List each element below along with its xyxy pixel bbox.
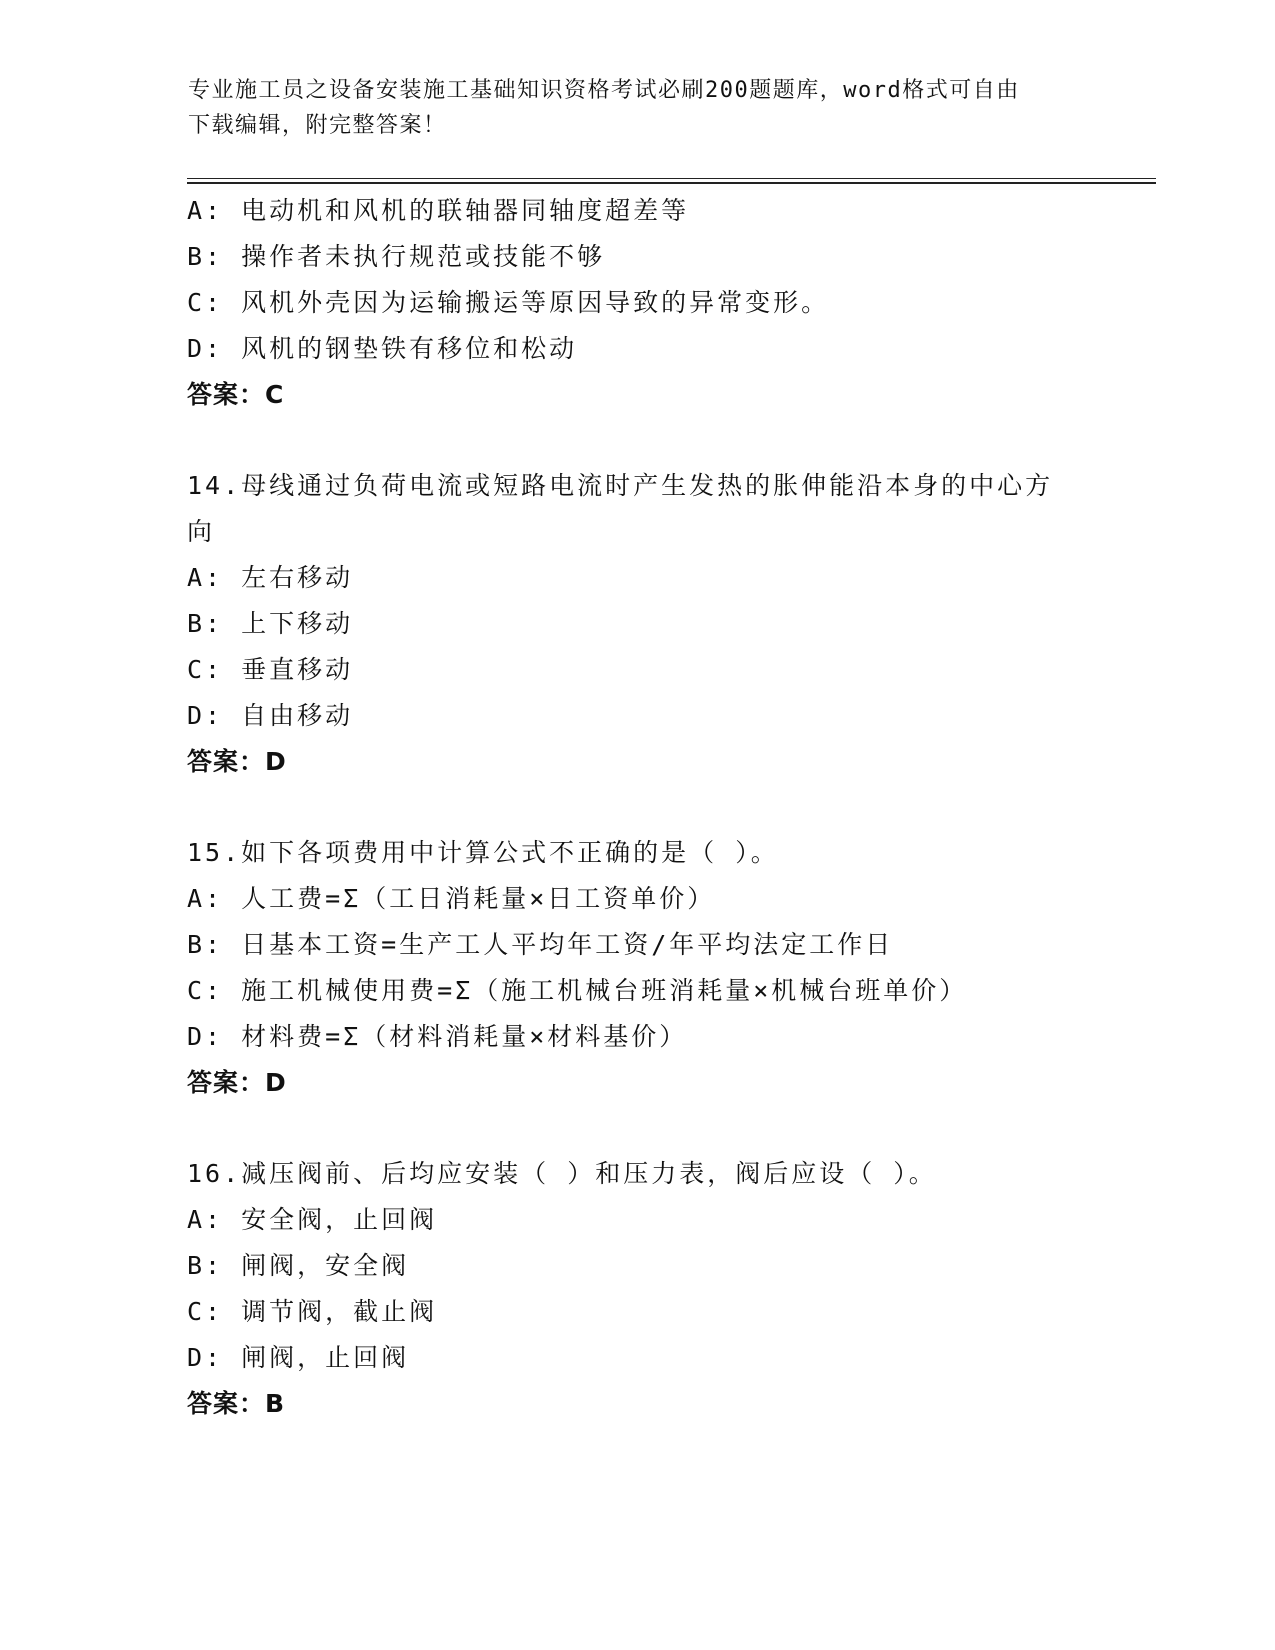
option-d: D: 自由移动 <box>187 701 354 730</box>
answer: 答案：B <box>187 1389 286 1418</box>
question-stem: 15.如下各项费用中计算公式不正确的是（ ）。 <box>187 838 779 867</box>
option-c: C: 风机外壳因为运输搬运等原因导致的异常变形。 <box>187 288 830 317</box>
option-d: D: 材料费=Σ（材料消耗量×材料基价） <box>187 1022 688 1051</box>
document-header <box>188 73 1068 143</box>
question-stem: 16.减压阀前、后均应安装（ ）和压力表，阀后应设（ ）。 <box>187 1159 937 1188</box>
header-line-2: 下载编辑，附完整答案！ <box>188 113 447 138</box>
option-a: A: 安全阀，止回阀 <box>187 1205 438 1234</box>
question-13 <box>187 188 1087 418</box>
option-c: C: 施工机械使用费=Σ（施工机械台班消耗量×机械台班单价） <box>187 976 968 1005</box>
option-c: C: 调节阀，截止阀 <box>187 1297 438 1326</box>
option-d: D: 风机的钢垫铁有移位和松动 <box>187 334 578 363</box>
option-b: B: 日基本工资=生产工人平均年工资/年平均法定工作日 <box>187 930 894 959</box>
option-c: C: 垂直移动 <box>187 655 354 684</box>
option-b: B: 闸阀，安全阀 <box>187 1251 410 1280</box>
answer: 答案：D <box>187 747 287 776</box>
header-divider-thin <box>187 178 1156 179</box>
option-d: D: 闸阀，止回阀 <box>187 1343 410 1372</box>
question-15 <box>187 830 1087 1106</box>
question-spacer <box>187 418 1087 463</box>
question-14 <box>187 463 1087 785</box>
answer: 答案：D <box>187 1068 287 1097</box>
option-b: B: 上下移动 <box>187 609 354 638</box>
question-stem: 14.母线通过负荷电流或短路电流时产生发热的胀伸能沿本身的中心方 <box>187 471 1054 500</box>
option-a: A: 左右移动 <box>187 563 354 592</box>
option-a: A: 人工费=Σ（工日消耗量×日工资单价） <box>187 884 716 913</box>
header-divider-thick <box>187 182 1156 184</box>
question-stem-continued: 向 <box>187 517 216 546</box>
option-b: B: 操作者未执行规范或技能不够 <box>187 242 606 271</box>
question-16 <box>187 1151 1087 1427</box>
option-a: A: 电动机和风机的联轴器同轴度超差等 <box>187 196 690 225</box>
question-content <box>187 188 1087 1427</box>
question-spacer <box>187 1106 1087 1151</box>
question-spacer <box>187 785 1087 830</box>
header-divider <box>187 178 1156 183</box>
answer: 答案：C <box>187 380 285 409</box>
header-line-1: 专业施工员之设备安装施工基础知识资格考试必刷200题题库，word格式可自由 <box>188 78 1020 103</box>
